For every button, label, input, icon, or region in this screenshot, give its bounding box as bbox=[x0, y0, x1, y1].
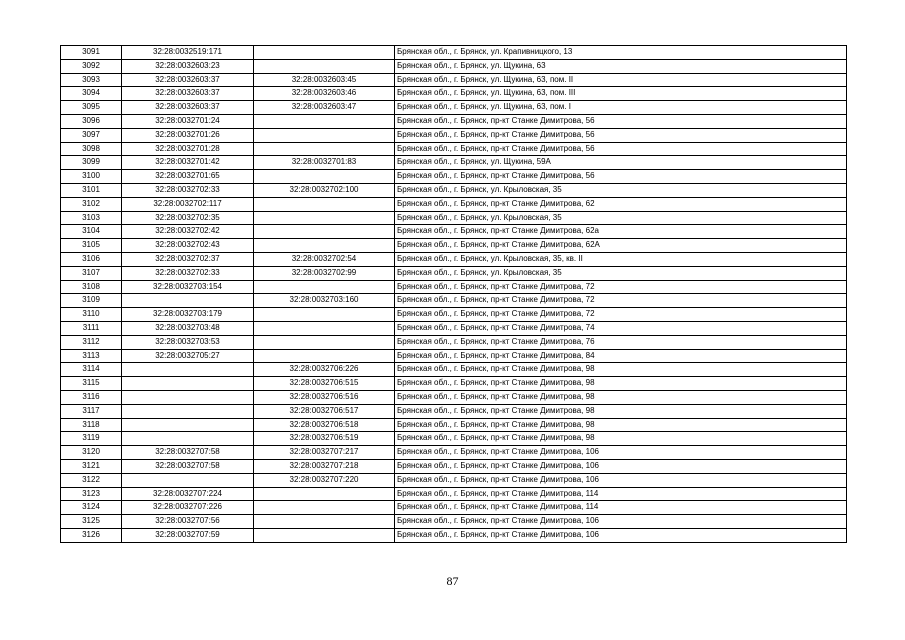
secondary-cadastral-number-cell bbox=[254, 46, 395, 60]
secondary-cadastral-number-cell: 32:28:0032707:220 bbox=[254, 473, 395, 487]
address-cell: Брянская обл., г. Брянск, ул. Щукина, 63, пом. III bbox=[395, 87, 847, 101]
address-cell: Брянская обл., г. Брянск, пр-кт Станке Димитрова, 76 bbox=[395, 335, 847, 349]
table-body bbox=[61, 46, 847, 543]
address-cell: Брянская обл., г. Брянск, пр-кт Станке Димитрова, 56 bbox=[395, 170, 847, 184]
secondary-cadastral-number-cell bbox=[254, 335, 395, 349]
cadastral-number-cell: 32:28:0032701:42 bbox=[122, 156, 254, 170]
secondary-cadastral-number-cell bbox=[254, 515, 395, 529]
address-cell: Брянская обл., г. Брянск, пр-кт Станке Димитрова, 72 bbox=[395, 308, 847, 322]
address-cell: Брянская обл., г. Брянск, пр-кт Станке Димитрова, 114 bbox=[395, 501, 847, 515]
address-cell: Брянская обл., г. Брянск, пр-кт Станке Димитрова, 62А bbox=[395, 239, 847, 253]
secondary-cadastral-number-cell: 32:28:0032706:517 bbox=[254, 404, 395, 418]
secondary-cadastral-number-cell bbox=[254, 349, 395, 363]
cadastral-number-cell: 32:28:0032703:53 bbox=[122, 335, 254, 349]
row-number-cell: 3099 bbox=[61, 156, 122, 170]
table-row bbox=[61, 404, 847, 418]
table-row bbox=[61, 59, 847, 73]
cadastral-number-cell bbox=[122, 390, 254, 404]
address-cell: Брянская обл., г. Брянск, ул. Крыловская, 35 bbox=[395, 183, 847, 197]
cadastral-number-cell: 32:28:0032707:58 bbox=[122, 459, 254, 473]
address-cell: Брянская обл., г. Брянск, пр-кт Станке Димитрова, 106 bbox=[395, 473, 847, 487]
secondary-cadastral-number-cell: 32:28:0032603:47 bbox=[254, 101, 395, 115]
address-cell: Брянская обл., г. Брянск, пр-кт Станке Димитрова, 106 bbox=[395, 446, 847, 460]
secondary-cadastral-number-cell bbox=[254, 487, 395, 501]
table-row bbox=[61, 501, 847, 515]
row-number-cell: 3103 bbox=[61, 211, 122, 225]
cadastral-number-cell: 32:28:0032702:117 bbox=[122, 197, 254, 211]
row-number-cell: 3092 bbox=[61, 59, 122, 73]
table-row bbox=[61, 473, 847, 487]
row-number-cell: 3098 bbox=[61, 142, 122, 156]
address-cell: Брянская обл., г. Брянск, ул. Крыловская, 35, кв. II bbox=[395, 252, 847, 266]
cadastral-number-cell: 32:28:0032701:26 bbox=[122, 128, 254, 142]
row-number-cell: 3121 bbox=[61, 459, 122, 473]
cadastral-number-cell bbox=[122, 294, 254, 308]
address-cell: Брянская обл., г. Брянск, пр-кт Станке Димитрова, 62 bbox=[395, 197, 847, 211]
secondary-cadastral-number-cell bbox=[254, 501, 395, 515]
cadastral-number-cell bbox=[122, 418, 254, 432]
table-row bbox=[61, 487, 847, 501]
address-cell: Брянская обл., г. Брянск, ул. Крыловская, 35 bbox=[395, 211, 847, 225]
row-number-cell: 3116 bbox=[61, 390, 122, 404]
address-cell: Брянская обл., г. Брянск, пр-кт Станке Димитрова, 74 bbox=[395, 321, 847, 335]
table-row bbox=[61, 142, 847, 156]
row-number-cell: 3120 bbox=[61, 446, 122, 460]
secondary-cadastral-number-cell bbox=[254, 142, 395, 156]
table-row bbox=[61, 114, 847, 128]
cadastral-number-cell: 32:28:0032703:179 bbox=[122, 308, 254, 322]
cadastral-number-cell bbox=[122, 363, 254, 377]
table-row bbox=[61, 377, 847, 391]
row-number-cell: 3104 bbox=[61, 225, 122, 239]
cadastral-number-cell: 32:28:0032705:27 bbox=[122, 349, 254, 363]
address-cell: Брянская обл., г. Брянск, пр-кт Станке Димитрова, 56 bbox=[395, 114, 847, 128]
table-row bbox=[61, 197, 847, 211]
secondary-cadastral-number-cell bbox=[254, 211, 395, 225]
row-number-cell: 3118 bbox=[61, 418, 122, 432]
secondary-cadastral-number-cell bbox=[254, 321, 395, 335]
row-number-cell: 3107 bbox=[61, 266, 122, 280]
address-cell: Брянская обл., г. Брянск, пр-кт Станке Димитрова, 106 bbox=[395, 459, 847, 473]
secondary-cadastral-number-cell bbox=[254, 225, 395, 239]
address-cell: Брянская обл., г. Брянск, пр-кт Станке Димитрова, 62а bbox=[395, 225, 847, 239]
cadastral-number-cell bbox=[122, 404, 254, 418]
table-row bbox=[61, 390, 847, 404]
address-cell: Брянская обл., г. Брянск, пр-кт Станке Димитрова, 56 bbox=[395, 142, 847, 156]
row-number-cell: 3126 bbox=[61, 528, 122, 542]
cadastral-number-cell: 32:28:0032603:37 bbox=[122, 101, 254, 115]
address-cell: Брянская обл., г. Брянск, пр-кт Станке Димитрова, 98 bbox=[395, 377, 847, 391]
secondary-cadastral-number-cell bbox=[254, 239, 395, 253]
cadastral-number-cell: 32:28:0032519:171 bbox=[122, 46, 254, 60]
row-number-cell: 3124 bbox=[61, 501, 122, 515]
secondary-cadastral-number-cell bbox=[254, 197, 395, 211]
table-row bbox=[61, 170, 847, 184]
cadastral-number-cell bbox=[122, 432, 254, 446]
cadastral-number-cell: 32:28:0032703:154 bbox=[122, 280, 254, 294]
cadastral-number-cell: 32:28:0032702:35 bbox=[122, 211, 254, 225]
table-row bbox=[61, 128, 847, 142]
address-cell: Брянская обл., г. Брянск, ул. Щукина, 59А bbox=[395, 156, 847, 170]
secondary-cadastral-number-cell: 32:28:0032707:217 bbox=[254, 446, 395, 460]
table-row bbox=[61, 225, 847, 239]
cadastral-number-cell: 32:28:0032707:56 bbox=[122, 515, 254, 529]
row-number-cell: 3102 bbox=[61, 197, 122, 211]
row-number-cell: 3112 bbox=[61, 335, 122, 349]
table-row bbox=[61, 266, 847, 280]
address-cell: Брянская обл., г. Брянск, ул. Крапивницкого, 13 bbox=[395, 46, 847, 60]
address-cell: Брянская обл., г. Брянск, ул. Щукина, 63 bbox=[395, 59, 847, 73]
address-cell: Брянская обл., г. Брянск, пр-кт Станке Димитрова, 98 bbox=[395, 418, 847, 432]
table-row bbox=[61, 418, 847, 432]
address-cell: Брянская обл., г. Брянск, пр-кт Станке Димитрова, 84 bbox=[395, 349, 847, 363]
cadastral-number-cell: 32:28:0032603:23 bbox=[122, 59, 254, 73]
table-row bbox=[61, 211, 847, 225]
address-cell: Брянская обл., г. Брянск, ул. Щукина, 63, пом. I bbox=[395, 101, 847, 115]
row-number-cell: 3093 bbox=[61, 73, 122, 87]
table-row bbox=[61, 101, 847, 115]
secondary-cadastral-number-cell bbox=[254, 280, 395, 294]
table-row bbox=[61, 321, 847, 335]
table-row bbox=[61, 183, 847, 197]
cadastral-number-cell: 32:28:0032702:33 bbox=[122, 266, 254, 280]
secondary-cadastral-number-cell bbox=[254, 59, 395, 73]
row-number-cell: 3094 bbox=[61, 87, 122, 101]
row-number-cell: 3100 bbox=[61, 170, 122, 184]
table-row bbox=[61, 156, 847, 170]
table-row bbox=[61, 46, 847, 60]
cadastral-number-cell bbox=[122, 473, 254, 487]
secondary-cadastral-number-cell bbox=[254, 308, 395, 322]
secondary-cadastral-number-cell: 32:28:0032706:516 bbox=[254, 390, 395, 404]
cadastral-number-cell: 32:28:0032701:24 bbox=[122, 114, 254, 128]
table-row bbox=[61, 528, 847, 542]
secondary-cadastral-number-cell: 32:28:0032706:519 bbox=[254, 432, 395, 446]
table-row bbox=[61, 349, 847, 363]
secondary-cadastral-number-cell: 32:28:0032707:218 bbox=[254, 459, 395, 473]
address-cell: Брянская обл., г. Брянск, ул. Щукина, 63, пом. II bbox=[395, 73, 847, 87]
cadastral-number-cell: 32:28:0032702:43 bbox=[122, 239, 254, 253]
row-number-cell: 3096 bbox=[61, 114, 122, 128]
table-row bbox=[61, 87, 847, 101]
row-number-cell: 3125 bbox=[61, 515, 122, 529]
secondary-cadastral-number-cell: 32:28:0032703:160 bbox=[254, 294, 395, 308]
page-number: 87 bbox=[446, 574, 459, 588]
address-cell: Брянская обл., г. Брянск, пр-кт Станке Димитрова, 98 bbox=[395, 404, 847, 418]
cadastral-number-cell: 32:28:0032701:28 bbox=[122, 142, 254, 156]
row-number-cell: 3122 bbox=[61, 473, 122, 487]
row-number-cell: 3114 bbox=[61, 363, 122, 377]
table-row bbox=[61, 280, 847, 294]
cadastral-number-cell: 32:28:0032702:33 bbox=[122, 183, 254, 197]
row-number-cell: 3108 bbox=[61, 280, 122, 294]
address-cell: Брянская обл., г. Брянск, пр-кт Станке Димитрова, 98 bbox=[395, 390, 847, 404]
row-number-cell: 3123 bbox=[61, 487, 122, 501]
table-row bbox=[61, 239, 847, 253]
table-row bbox=[61, 252, 847, 266]
secondary-cadastral-number-cell: 32:28:0032702:54 bbox=[254, 252, 395, 266]
cadastral-number-cell: 32:28:0032701:65 bbox=[122, 170, 254, 184]
secondary-cadastral-number-cell bbox=[254, 128, 395, 142]
table-row bbox=[61, 459, 847, 473]
table-row bbox=[61, 363, 847, 377]
cadastral-number-cell: 32:28:0032603:37 bbox=[122, 87, 254, 101]
secondary-cadastral-number-cell: 32:28:0032706:518 bbox=[254, 418, 395, 432]
property-registry-table bbox=[60, 45, 847, 543]
secondary-cadastral-number-cell bbox=[254, 528, 395, 542]
row-number-cell: 3095 bbox=[61, 101, 122, 115]
table-row bbox=[61, 73, 847, 87]
cadastral-number-cell: 32:28:0032703:48 bbox=[122, 321, 254, 335]
secondary-cadastral-number-cell: 32:28:0032701:83 bbox=[254, 156, 395, 170]
table-row bbox=[61, 446, 847, 460]
row-number-cell: 3091 bbox=[61, 46, 122, 60]
cadastral-number-cell: 32:28:0032707:226 bbox=[122, 501, 254, 515]
table-row bbox=[61, 308, 847, 322]
row-number-cell: 3110 bbox=[61, 308, 122, 322]
address-cell: Брянская обл., г. Брянск, пр-кт Станке Димитрова, 72 bbox=[395, 280, 847, 294]
secondary-cadastral-number-cell: 32:28:0032706:226 bbox=[254, 363, 395, 377]
secondary-cadastral-number-cell bbox=[254, 114, 395, 128]
secondary-cadastral-number-cell bbox=[254, 170, 395, 184]
cadastral-number-cell: 32:28:0032707:59 bbox=[122, 528, 254, 542]
secondary-cadastral-number-cell: 32:28:0032603:46 bbox=[254, 87, 395, 101]
address-cell: Брянская обл., г. Брянск, пр-кт Станке Димитрова, 114 bbox=[395, 487, 847, 501]
address-cell: Брянская обл., г. Брянск, пр-кт Станке Димитрова, 106 bbox=[395, 528, 847, 542]
address-cell: Брянская обл., г. Брянск, пр-кт Станке Димитрова, 106 bbox=[395, 515, 847, 529]
row-number-cell: 3101 bbox=[61, 183, 122, 197]
address-cell: Брянская обл., г. Брянск, ул. Крыловская, 35 bbox=[395, 266, 847, 280]
address-cell: Брянская обл., г. Брянск, пр-кт Станке Димитрова, 98 bbox=[395, 432, 847, 446]
table-row bbox=[61, 432, 847, 446]
row-number-cell: 3106 bbox=[61, 252, 122, 266]
secondary-cadastral-number-cell: 32:28:0032702:99 bbox=[254, 266, 395, 280]
cadastral-number-cell: 32:28:0032702:37 bbox=[122, 252, 254, 266]
cadastral-number-cell: 32:28:0032707:58 bbox=[122, 446, 254, 460]
secondary-cadastral-number-cell: 32:28:0032603:45 bbox=[254, 73, 395, 87]
cadastral-number-cell: 32:28:0032603:37 bbox=[122, 73, 254, 87]
table-row bbox=[61, 515, 847, 529]
address-cell: Брянская обл., г. Брянск, пр-кт Станке Димитрова, 56 bbox=[395, 128, 847, 142]
table-row bbox=[61, 294, 847, 308]
row-number-cell: 3117 bbox=[61, 404, 122, 418]
row-number-cell: 3111 bbox=[61, 321, 122, 335]
row-number-cell: 3115 bbox=[61, 377, 122, 391]
cadastral-number-cell bbox=[122, 377, 254, 391]
address-cell: Брянская обл., г. Брянск, пр-кт Станке Димитрова, 98 bbox=[395, 363, 847, 377]
row-number-cell: 3097 bbox=[61, 128, 122, 142]
table-row bbox=[61, 335, 847, 349]
row-number-cell: 3105 bbox=[61, 239, 122, 253]
row-number-cell: 3113 bbox=[61, 349, 122, 363]
secondary-cadastral-number-cell: 32:28:0032702:100 bbox=[254, 183, 395, 197]
secondary-cadastral-number-cell: 32:28:0032706:515 bbox=[254, 377, 395, 391]
cadastral-number-cell: 32:28:0032702:42 bbox=[122, 225, 254, 239]
cadastral-number-cell: 32:28:0032707:224 bbox=[122, 487, 254, 501]
row-number-cell: 3109 bbox=[61, 294, 122, 308]
row-number-cell: 3119 bbox=[61, 432, 122, 446]
address-cell: Брянская обл., г. Брянск, пр-кт Станке Димитрова, 72 bbox=[395, 294, 847, 308]
